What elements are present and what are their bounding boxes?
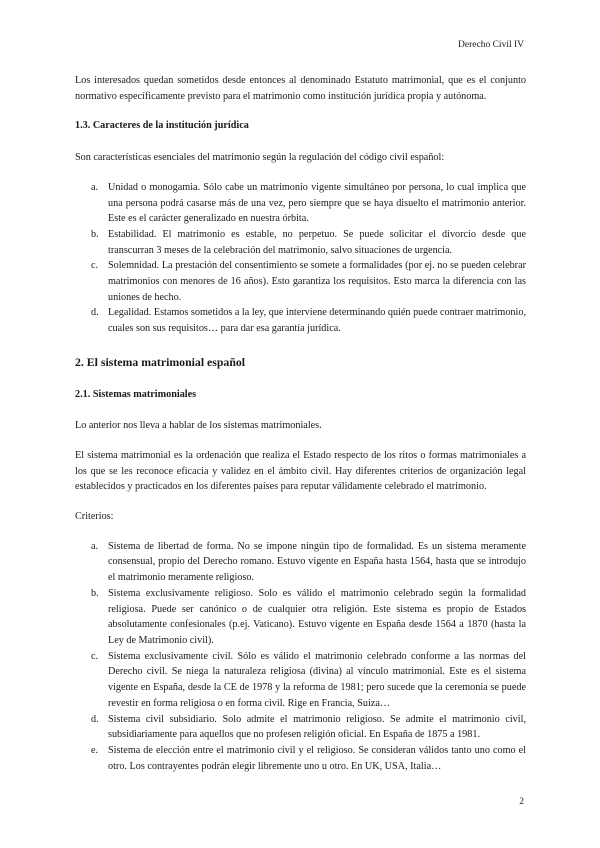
criteria-label: Criterios: (75, 511, 114, 523)
list-item (75, 649, 526, 712)
list-item (75, 539, 526, 586)
list-marker: c. (91, 260, 99, 272)
characteristics-list (75, 180, 526, 337)
list-marker: d. (91, 713, 99, 725)
list-item-text: Unidad o monogamia. Sólo cabe un matrimonio vigente simultáneo por persona, lo cual implica que una persona podrá casarse más de una vez, pero siempre que se haya disuelto el matrimonio anterior. Este es el carácter generalizado en nuestra órbita. (108, 181, 526, 225)
list-marker: a. (91, 540, 99, 552)
list-item (75, 305, 526, 336)
list-item (75, 586, 526, 649)
list-item (75, 258, 526, 305)
list-item (75, 180, 526, 227)
list-item-text: Solemnidad. La prestación del consentimiento se somete a formalidades (por ej. no se pueden celebrar matrimonios con menores de 16 años). Esto garantiza los requisitos. Esto marca la diferencia con las uniones de hecho. (108, 260, 526, 303)
list-marker: d. (91, 307, 99, 319)
running-header: Derecho Civil IV (458, 40, 524, 50)
list-item-text: Sistema exclusivamente religioso. Solo es válido el matrimonio celebrado según la formalidad religiosa. Puede ser canónico o de cualquier otra religión. Este sistema es propio de Estados absolutamente confesionales (p.ej. Vaticano). Estuvo vigente en España desde 1564 a 1870 (hasta la Ley de Matrimonio civil). (108, 587, 526, 646)
list-item (75, 743, 526, 774)
criteria-list (75, 539, 526, 775)
list-item-text: Estabilidad. El matrimonio es estable, no perpetuo. Se puede solicitar el divorcio desde que transcurran 3 meses de la celebración del matrimonio, salvo situaciones de urgencia. (108, 228, 526, 256)
paragraph: El sistema matrimonial es la ordenación que realiza el Estado respecto de los ritos o formas matrimoniales a los que se les reconoce eficacia y validez en el ámbito civil. Hay diferentes criterios de organización legal establecidos y practicados en los diferentes países para reputar válidamente celebrado el matrimonio. (75, 449, 526, 493)
list-item (75, 712, 526, 743)
list-marker: b. (91, 587, 99, 599)
list-marker: a. (91, 181, 99, 193)
list-item-text: Sistema de libertad de forma. No se impone ningún tipo de formalidad. Es un sistema meramente consensual, propio del Derecho romano. Estuvo vigente en España hasta 1564, hasta que se introdujo el matrimonio meramente religioso. (108, 540, 526, 584)
section-heading-2: 2. El sistema matrimonial español (75, 354, 246, 369)
list-item-text: Sistema civil subsidiario. Solo admite el matrimonio religioso. Se admite el matrimonio civil, subsidiariamente para aquellos que no profesen religión oficial. En España de 1875 a 1981. (108, 713, 526, 741)
page-body (75, 73, 526, 774)
list-marker: c. (91, 650, 99, 662)
list-item-text: Legalidad. Estamos sometidos a la ley, que interviene determinando quién puede contraer matrimonio, cuales son sus requisitos… para dar esa garantía jurídica. (108, 307, 526, 335)
list-item (75, 227, 526, 258)
intro-paragraph: Los interesados quedan sometidos desde entonces al denominado Estatuto matrimonial, que es el conjunto normativo específicamente previsto para el matrimonio como institución jurídica propia y autónoma. (75, 75, 526, 102)
page-number: 2 (519, 797, 524, 807)
list-item-text: Sistema de elección entre el matrimonio civil y el religioso. Se consideran válidos tanto uno como el otro. Los contrayentes podrán elegir libremente uno u otro. En UK, USA, Italia… (108, 744, 526, 772)
section-lead: Son características esenciales del matrimonio según la regulación del código civil español: (75, 152, 445, 164)
list-marker: b. (91, 228, 99, 240)
section-heading-2-1: 2.1. Sistemas matrimoniales (75, 388, 197, 400)
section-heading-1-3: 1.3. Caracteres de la institución jurídica (75, 120, 249, 132)
list-marker: e. (91, 744, 99, 756)
paragraph: Lo anterior nos lleva a hablar de los sistemas matrimoniales. (75, 420, 322, 432)
list-item-text: Sistema exclusivamente civil. Sólo es válido el matrimonio celebrado conforme a las normas del Derecho civil. Se niega la naturaleza religiosa (divina) al vínculo matrimonial. Este es el sistema vigente en España, desde la CE de 1978 y la reforma de 1981; pero sucede que la ceremonia se puede revestir en forma religiosa o en forma civil. Rige en Francia, Suiza… (108, 650, 526, 709)
